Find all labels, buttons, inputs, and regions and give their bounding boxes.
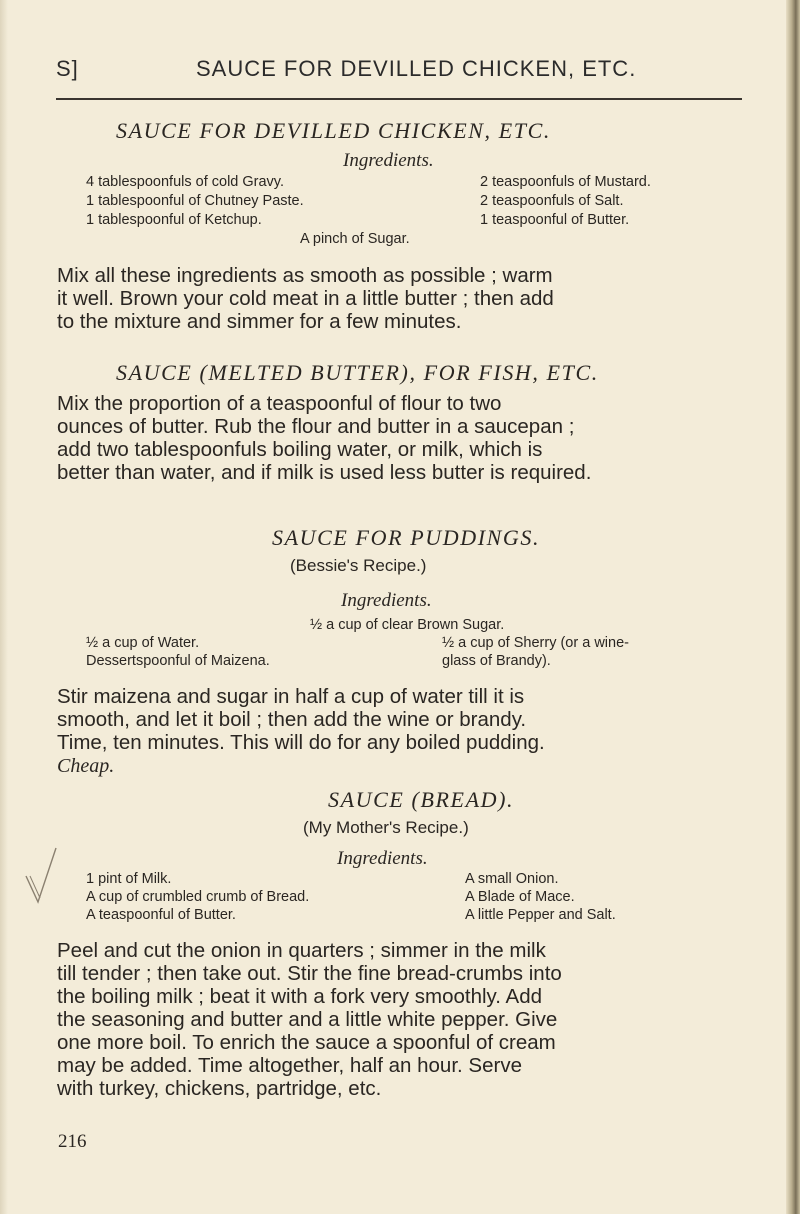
recipe-puddings-note: Cheap.	[57, 755, 115, 777]
method-line: Time, ten minutes. This will do for any boiled pudding.	[57, 731, 545, 754]
ingredient-left: 1 tablespoonful of Ketchup.	[86, 212, 262, 228]
method-line: with turkey, chickens, partridge, etc.	[57, 1077, 382, 1100]
method-line: may be added. Time altogether, half an hour. Serve	[57, 1054, 522, 1077]
method-line: to the mixture and simmer for a few minutes.	[57, 310, 462, 333]
ingredient-left: 1 tablespoonful of Chutney Paste.	[86, 193, 304, 209]
recipe-puddings-subtitle: (Bessie's Recipe.)	[290, 556, 427, 575]
method-line: ounces of butter. Rub the flour and butter in a saucepan ;	[57, 415, 575, 438]
ingredient-center: A pinch of Sugar.	[300, 231, 410, 247]
running-head-section: S]	[56, 56, 79, 81]
running-head-title: SAUCE FOR DEVILLED CHICKEN, ETC.	[196, 56, 637, 81]
recipe-puddings-method	[57, 685, 743, 754]
method-line: the seasoning and butter and a little white pepper. Give	[57, 1008, 558, 1031]
method-line: Peel and cut the onion in quarters ; simmer in the milk	[57, 939, 546, 962]
ingredient-left: ½ a cup of Water.	[86, 635, 200, 651]
ingredient-right: A Blade of Mace.	[465, 889, 575, 905]
pencil-check-mark	[22, 842, 62, 922]
recipe-bread-heading: SAUCE (BREAD).	[328, 787, 515, 812]
page-gutter-shadow	[0, 0, 8, 1214]
ingredient-left: Dessertspoonful of Maizena.	[86, 653, 270, 669]
page-edge	[786, 0, 800, 1214]
method-line: smooth, and let it boil ; then add the wine or brandy.	[57, 708, 527, 731]
recipe-devilled-method	[57, 264, 743, 333]
recipe-puddings-heading: SAUCE FOR PUDDINGS.	[272, 525, 541, 550]
page-number: 216	[58, 1131, 87, 1152]
method-line: one more boil. To enrich the sauce a spoonful of cream	[57, 1031, 556, 1054]
method-line: Mix all these ingredients as smooth as possible ; warm	[57, 264, 553, 287]
ingredient-center: ½ a cup of clear Brown Sugar.	[310, 617, 505, 633]
method-line: better than water, and if milk is used less butter is required.	[57, 461, 592, 484]
method-line: Stir maizena and sugar in half a cup of water till it is	[57, 685, 525, 708]
recipe-devilled-heading: SAUCE FOR DEVILLED CHICKEN, ETC.	[116, 118, 551, 143]
recipe-melted-butter-method	[57, 392, 743, 484]
ingredient-right: 2 teaspoonfuls of Salt.	[480, 193, 624, 209]
method-line: the boiling milk ; beat it with a fork very smoothly. Add	[57, 985, 543, 1008]
header-rule	[56, 98, 742, 100]
recipe-melted-butter-heading: SAUCE (MELTED BUTTER), FOR FISH, ETC.	[116, 360, 599, 385]
ingredient-right: 1 teaspoonful of Butter.	[480, 212, 630, 228]
method-line: add two tablespoonfuls boiling water, or milk, which is	[57, 438, 543, 461]
ingredient-right: glass of Brandy).	[442, 653, 551, 669]
ingredient-right: 2 teaspoonfuls of Mustard.	[480, 174, 651, 190]
method-line: Mix the proportion of a teaspoonful of flour to two	[57, 392, 502, 415]
ingredient-left: 4 tablespoonfuls of cold Gravy.	[86, 174, 285, 190]
recipe-bread-method	[57, 939, 743, 1100]
recipe-bread-ingredients-title: Ingredients.	[337, 848, 428, 869]
ingredient-right: ½ a cup of Sherry (or a wine-	[442, 635, 629, 651]
recipe-devilled-ingredients-title: Ingredients.	[343, 150, 434, 171]
method-line: it well. Brown your cold meat in a little butter ; then add	[57, 287, 554, 310]
ingredient-left: A cup of crumbled crumb of Bread.	[86, 889, 310, 905]
method-line: till tender ; then take out. Stir the fine bread-crumbs into	[57, 962, 562, 985]
recipe-bread-subtitle: (My Mother's Recipe.)	[303, 818, 469, 837]
ingredient-right: A little Pepper and Salt.	[465, 907, 616, 923]
ingredient-left: 1 pint of Milk.	[86, 871, 172, 887]
ingredient-left: A teaspoonful of Butter.	[86, 907, 236, 923]
recipe-puddings-ingredients-title: Ingredients.	[341, 590, 432, 611]
ingredient-right: A small Onion.	[465, 871, 559, 887]
